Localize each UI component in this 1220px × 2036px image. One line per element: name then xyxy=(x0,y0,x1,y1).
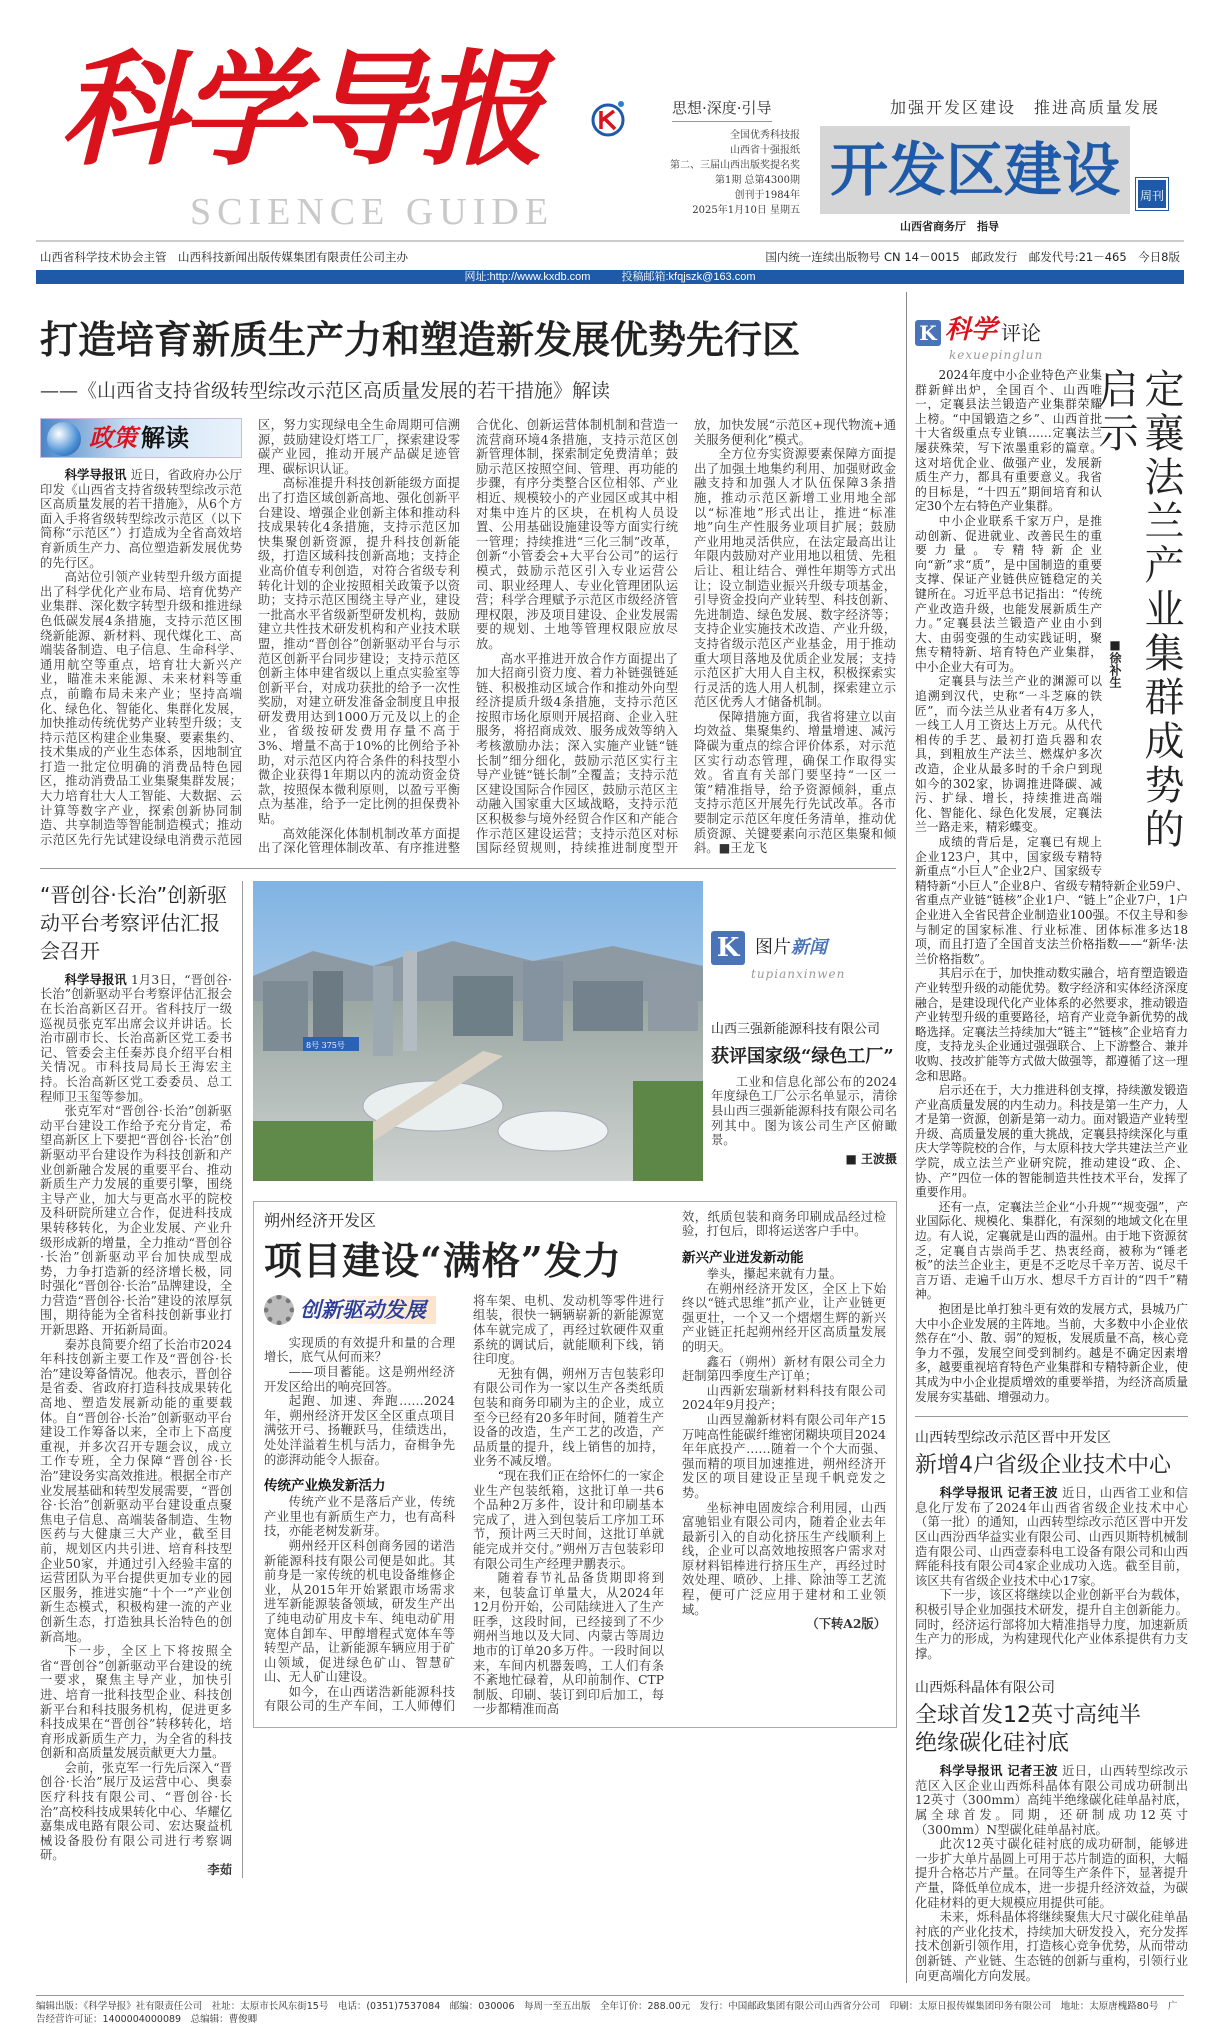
logo-pinyin: tupianxinwen xyxy=(751,966,846,981)
byline: 李茹 xyxy=(207,1862,232,1878)
shuoke-kicker: 山西烁科晶体有限公司 xyxy=(915,1680,1055,1697)
paragraph xyxy=(915,966,1188,1083)
gear-icon xyxy=(264,1295,294,1325)
k-logo-icon: K xyxy=(711,931,745,965)
paragraph xyxy=(473,1571,664,1717)
paragraph-text: 成绩的背后是，定襄已有规上企业123户，其中，国家级专精特新重点“小巨人”企业2户、国家级专精特新“小巨人”企业8户、省级专精特新企业59户、省重点产业链“链核”企业1户、“链上”企业7户，1户企业进入全省民营企业制造业100强。不仅主导和参与制定的国家标准、行业标准、团体标准多达18项，而且打造了全国首支法兰价格指数——“新华·法兰价格指数”。 xyxy=(915,835,1188,966)
paragraph-text: 此次12英寸碳化硅衬底的成功研制，能够进一步扩大单片晶圆上可用于芯片制造的面积，大幅提升合格芯片产量。在同等生产条件下，显著提升产量，降低单位成本，进一步提升经济效益，为碳化硅材料的更大规模应用提供可能。 xyxy=(915,1837,1188,1910)
paragraph-text: 2024年度中小企业特色产业集群新鲜出炉，全国百个、山西唯一，定襄县法兰锻造产业集群荣耀上榜。“中国锻造之乡”、山西首批十大省级重点专业镇……定襄法兰屡获殊荣，写下浓墨重彩的篇章。这对培优企业、做强产业，发展新质生产力，都具有重要意义。我省的目标是，“十四五”期间培育和认定30个左右特色产业集群。 xyxy=(915,368,1102,514)
paragraph-text: 如今，在山西诺浩新能源科技有限公司的生产车间，工人师傅们将车架、电机、发动机等零件进行组装，很快一辆辆崭新的新能源宽体车就完成了，再经过软硬件双重系统的调试后，就能顺利下线，销往印度。 xyxy=(264,1293,664,1714)
paragraph xyxy=(694,710,896,856)
jinchuanggu-article xyxy=(40,881,243,1878)
paragraph xyxy=(40,973,232,1104)
dateline: 科学导报讯 xyxy=(64,971,127,987)
banner-text: 创新驱动发展 xyxy=(298,1296,436,1324)
paragraph-text: 山西昱瀚新材料有限公司年产15万吨高性能碳纤维密闭糊块项目2024年年底投产……随着一个个大而强、强而精的项目加速推进，朔州经济开发区的项目建设正呈现千帆竞发之势。 xyxy=(682,1412,886,1500)
shuoke-body xyxy=(915,1764,1188,1983)
paragraph-text: 近日，山西转型综改示范区入区企业山西烁科晶体有限公司成功研制出12英寸（300mm）高纯半绝缘碳化硅单晶衬底，属全球首发。同期，还研制成功12英寸（300mm）N型碳化硅单晶衬底。 xyxy=(915,1764,1188,1837)
commentary-title-block xyxy=(1092,368,1188,878)
divider xyxy=(40,868,896,869)
contact-bar xyxy=(36,270,1184,284)
paragraph xyxy=(473,1367,664,1469)
paragraph-text: 近日，山西省工业和信息化厅发布了2024年山西省省级企业技术中心（第一批）的通知，山西转型综改示范区晋中开发区山西汾西华益实业有限公司、山西贝斯特机械制造有限公司、山西壹泰科电工设备有限公司和山西辉能科技有限公司4家企业成功入选。截至目前，该区共有省级企业技术中心17家。 xyxy=(915,1486,1188,1588)
paragraph-text: 下一步，全区上下将按照全省“晋创谷”创新驱动平台建设的统一要求，聚焦主导产业，加快引进、培育一批科技型企业、科技创新平台和科技服务机构，促进更多科技成果在“晋创谷”转移转化，培育形成新质生产力，为全省的科技创新和高质量发展贡献更大力量。 xyxy=(40,1644,232,1761)
honor: 山西省十强报纸 xyxy=(730,145,800,156)
photo-news-headline: 获评国家级“绿色工厂” xyxy=(711,1045,894,1067)
jinchuanggu-body xyxy=(40,973,232,1878)
paragraph-text: 启示还在于，大力推进科创支撑，持续激发锻造产业高质量发展的内生动力。科技是第一生产力，人才是第一资源，创新是第一动力。面对锻造产业转型升级、高质量发展的重大挑战，定襄县持续深化与重庆大学等院校的合作，与太原科技大学共建法兰产业学院，成立法兰产业研究院，推动建设“政、企、协、产”四位一体的智能制造共性技术平台，发挥了重要作用。 xyxy=(915,1083,1188,1200)
paragraph-text: 鑫石（朔州）新材有限公司全力赶制第四季度生产订单； xyxy=(682,1354,886,1384)
footer-imprint: 编辑出版：《科学导报》社有限责任公司 社址：太原市长风东街15号 电话：(0351)7537084 邮编：030006 每周一至五出版 全年订价：288.00元 发行：中国邮政集团有限公司山西省分公司 印刷：太原日报传媒集团印务有限公司 地址：太原唐槐路80号 广告经营许可证：1400004000089 总编辑：曹俊卿 xyxy=(36,1995,1184,2026)
paragraph-text: “现在我们正在给怀仁的一家企业生产包装纸箱，这批订单一共6个品种2万多件，设计和印刷基本完成了，进入到包装后工序加工环节，预计两三天时间，这批订单就能完成并交付。”朔州万吉包装彩印有限公司生产经理尹鹏表示。 xyxy=(473,1468,664,1571)
paragraph xyxy=(682,1355,886,1384)
website-link[interactable]: 网址:http://www.kxdb.com xyxy=(464,271,591,283)
email-link[interactable]: 投稿邮箱:kfqjszk@163.com xyxy=(621,271,756,283)
honor: 第二、三届山西出版奖提名奖 xyxy=(670,160,800,171)
photo-sign-text: 8号 375号 xyxy=(306,1040,345,1050)
dateline: 科学导报讯 xyxy=(64,467,127,482)
issue-number: 第1期 总第4300期 xyxy=(715,175,800,186)
paragraph-text: 高站位引领产业转型升级方面提出了科学优化产业布局、培育优势产业集群、深化数字转型升级和推进绿色低碳发展4条措施，支持示范区围绕新能源、新材料、现代煤化工、高端装备制造、电子信息、生命科学、通用航空等重点，培育壮大新兴产业，瞄准未来能源、未来材料等重点，前瞻布局未来产业；坚持高端化、绿色化、智能化、集群化发展，加快推动传统优势产业转型升级；支持示范区构建企业集聚、要素集约、技术集成的产业生态体系，因地制宜打造一批定位明确的消费品特色园区，推动消费品工业集聚集群发展；大力培育壮大人工智能、大数据、云计算等数字产业，探索创新协同制造、共享制造等智能制造模式；推动示范区先行先试建设绿电消费示范园区，努力实现绿电全生命周期可信溯源，鼓励建设灯塔工厂，探索建设零碳产业园，推动开展产品碳足迹管理、碳标识认证。 xyxy=(40,418,460,847)
paragraph-text: 高水平推进开放合作方面提出了加大招商引资力度、着力补链强链延链、积极推动区域合作和推动外向型经济提质升级4条措施，支持示范区按照市场化原则开展招商、企业入驻服务，将招商成效、服务成效等纳入考核激励办法；深入实施产业链“链长制”细分细化，鼓励示范区实行主导产业链“链长制”全覆盖；支持示范区建设国际合作园区，鼓励示范区主动融入国家重大区域战略，支持示范区积极参与境外经贸合作区和产能合作示范区建设运营；支持示范区对标国际经贸规则，持续推进制度型开放，加快发展“示范区+现代物流+通关服务便利化”模式。 xyxy=(476,418,896,856)
paragraph-text: 会前，张克军一行先后深入“晋创谷·长治”展厅及运营中心、奥泰医疗科技有限公司、“晋创谷·长治”高校科技成果转化中心、华耀亿嘉集成电路有限公司、宏达聚益机械设备股份有限公司进行考察调研。 xyxy=(40,1760,232,1863)
commentary-logo xyxy=(915,298,1188,362)
paragraph-text: 在朔州经济开发区，全区上下始终以“链式思维”抓产业，让产业链更强更壮，一个又一个熠熠生辉的新兴产业链正托起朔州经开区高质量发展的明天。 xyxy=(682,1281,886,1354)
lower-main xyxy=(253,881,897,1878)
section-heading: 新兴产业迸发新动能 xyxy=(682,1250,804,1266)
page-body xyxy=(0,292,1220,1983)
masthead-english-title: SCIENCE GUIDE xyxy=(190,191,555,233)
paragraph-text: 保障措施方面，我省将建立以亩均效益、集聚集约、增量增速、减污降碳为重点的综合评价体系，对示范区实行动态管理，确保工作取得实效。省直有关部门要坚持“一区一策”精准指导，给予资源倾斜，重点支持示范区开展先行先试改革。各市要制定示范区年度任务清单，推动优质资源、关键要素向示范区集聚和倾斜。■王龙飞 xyxy=(694,709,896,856)
right-section xyxy=(906,292,1188,1983)
lead-headline: 打造培育新质生产力和塑造新发展优势先行区 xyxy=(40,318,801,362)
paragraph xyxy=(915,1200,1188,1302)
photo-news xyxy=(253,881,897,1181)
innovation-banner xyxy=(264,1294,455,1326)
policy-interpretation-banner xyxy=(40,418,242,458)
paragraph-text: 山西新宏瑞新材料科技有限公司2024年9月投产； xyxy=(682,1383,886,1413)
weekly-badge: 周刊 xyxy=(1136,178,1168,210)
banner-red-text: 政策 xyxy=(89,423,137,452)
paragraph-text: 朔州经开区科创商务园的诺浩新能源科技有限公司便是如此。其前身是一家传统的机电设备维修企业，从2015年开始紧跟市场需求进军新能源装备领域，研发生产出了纯电动矿用皮卡车、纯电动矿用宽体自卸车、甲醇增程式宽体车等转型产品，让新能源车辆应用于矿山领域，促进绿色矿山、智慧矿山、无人矿山建设。 xyxy=(264,1538,455,1685)
paragraph xyxy=(915,1083,1188,1200)
banner-black-text: 解读 xyxy=(141,423,189,452)
left-section xyxy=(40,292,896,1983)
paragraph xyxy=(258,476,460,826)
publication-info: 国内统一连续出版物号 CN 14－0015 邮政发行 邮发代号:21－465 今日8版 xyxy=(765,250,1180,264)
paragraph xyxy=(915,1486,1188,1588)
divider xyxy=(915,1416,1188,1417)
lead-subtitle: ——《山西省支持省级转型综改示范区高质量发展的若干措施》解读 xyxy=(40,380,611,402)
sponsors: 山西省科学技术协会主管 山西科技新闻出版传媒集团有限责任公司主办 xyxy=(40,250,408,264)
paragraph xyxy=(682,1282,886,1355)
paragraph xyxy=(915,1764,1188,1837)
paragraph-text: 传统产业不是落后产业，传统产业里也有新质生产力，也有高科技，亦能老树发新芽。 xyxy=(264,1495,455,1539)
paragraphs xyxy=(40,418,896,856)
paragraph xyxy=(40,1338,232,1644)
lead-article-body xyxy=(40,418,896,856)
jinzhong-kicker: 山西转型综改示范区晋中开发区 xyxy=(915,1430,1111,1447)
jinzhong-headline: 新增4户省级企业技术中心 xyxy=(915,1453,1171,1479)
paragraph xyxy=(40,468,242,570)
column-title: 开发区建设 xyxy=(820,126,1130,214)
jinchuanggu-headline: “晋创谷·长治”创新驱动平台考察评估汇报会召开 xyxy=(40,882,228,963)
paragraph xyxy=(682,1384,886,1413)
paragraph xyxy=(473,1469,664,1571)
paragraph xyxy=(40,1644,232,1761)
paragraph-text: 坐标神电固废综合利用园，山西富驰铝业有限公司内，随着企业去年最新引入的自动化挤压生产线顺利上线，企业可以高效地按照客户需求对原材料铝棒进行挤压生产，再经过时效处理、喷砂、上排、除油等工艺流程，便可广泛应用于建材和工业领域。 xyxy=(682,1500,886,1617)
paragraph-text: 起跑、加速、奔跑……2024年，朔州经济开发区全区重点项目满弦开弓、扬鞭跃马，佳绩迭出，处处洋溢着生机与活力，奋楫争先的澎湃动能令人振奋。 xyxy=(264,1394,455,1467)
founded-year: 创刊于1984年 xyxy=(734,190,800,201)
paragraph-text: 秦苏良简要介绍了长治市2024年科技创新主要工作及“晋创谷·长治”建设筹备情况。他表示，晋创谷是省委、省政府打造科技成果转化高地、塑造发展新动能的重要载体。自“晋创谷·长治”创新驱动平台建设工作筹备以来，全市上下高度重视，并多次召开专题会议，成立工作专班，全力保障“晋创谷·长治”建设务实高效推进。根据全市产业发展基础和转型发展需要，“晋创谷·长治”创新驱动平台建设重点聚焦电子信息、高端装备制造、生物医药与大健康三大产业，截至目前，规划区内共引进、培育科技型企业50家，并通过引入经验丰富的运营团队为平台提供更加专业的园区服务，推进实施“十个一”产业创新生态模式，积极构建一流的产业创新生态，打造独具长治特色的创新高地。 xyxy=(40,1337,232,1644)
paragraph xyxy=(264,1477,455,1495)
guidance-line: 山西省商务厅 指导 xyxy=(900,220,999,233)
masthead xyxy=(0,0,1220,292)
masthead-motto: 思想·深度·引导 xyxy=(672,98,772,122)
logo-black-text: 评论 xyxy=(1001,321,1042,345)
paragraph xyxy=(264,1336,455,1365)
paragraph xyxy=(682,1501,886,1618)
paragraph-text: 近日，省政府办公厅印发《山西省支持省级转型综改示范区高质量发展的若干措施》，从6个方面入手将省级转型综改示范区（以下简称“示范区”）打造成为全省高效培育新质生产力、高位塑造新发展优势的先行区。 xyxy=(40,468,242,570)
factory-photo-image xyxy=(253,881,703,1181)
jinzhong-article xyxy=(915,1429,1188,1661)
shuoke-headline: 全球首发12英寸高纯半绝缘碳化硅衬底 xyxy=(915,1703,1141,1757)
paragraph xyxy=(915,1910,1188,1983)
paragraph xyxy=(694,447,896,710)
paragraph-text: ——项目蓄能。这是朔州经济开发区给出的响亮回答。 xyxy=(264,1365,455,1394)
paragraph xyxy=(40,1863,232,1878)
photo-credit: ■ 王波摄 xyxy=(845,1151,897,1166)
paragraph-text: 中小企业联系千家万户，是推动创新、促进就业、改善民生的重要力量。专精特新企业向“新”求“质”，是中国制造的重要支撑、保证产业链供应链稳定的关键所在。习近平总书记指出：“传统产业改造升级，也能发展新质生产力。”定襄县法兰锻造产业由小到大、由弱变强的生动实践证明，聚焦专精特新、培育特色产业集群，中小企业大有可为。 xyxy=(915,513,1102,674)
section-heading: 传统产业焕发新活力 xyxy=(264,1478,386,1495)
paragraph-text: 实现质的有效提升和量的合理增长，底气从何而来？ xyxy=(264,1335,455,1365)
k-logo-icon: K xyxy=(915,320,941,346)
paragraph xyxy=(915,1302,1188,1404)
paragraph xyxy=(682,1617,886,1632)
paragraph xyxy=(40,1104,232,1338)
paragraph-text: 1月3日，“晋创谷·长治”创新驱动平台考察评估汇报会在长治高新区召开。省科技厅一级巡视员张克军出席会议并讲话。长治市副市长、长治高新区党工委书记、管委会主任秦苏良介绍平台相关情况。市科技局局长王海宏主持。长治高新区党工委委员、总工程师卫玉玺等参加。 xyxy=(40,972,232,1104)
paragraph-text: 未来，烁科晶体将继续聚焦大尺寸碳化硅单晶衬底的产业化技术，持续加大研发投入，充分发挥技术创新引领作用，打造核心竞争优势，从而带动创新链、产业链、生态链的创新与重构，引领行业向更高端化方向发展。 xyxy=(915,1910,1188,1983)
paragraph xyxy=(682,1267,886,1282)
paragraph xyxy=(264,1394,455,1467)
paragraph xyxy=(682,1413,886,1501)
issue-date: 2025年1月10日 星期五 xyxy=(692,205,800,216)
dateline: 科学导报讯 记者王波 xyxy=(939,1485,1058,1501)
shuozhou-body xyxy=(264,1294,664,1717)
paragraph-text: 下一步，该区将继续以企业创新平台为载体，积极引导企业加强技术研发，提升自主创新能力。同时，经济运行部将加大精准指导力度，加速新质生产力的形成，为构建现代化产业体系提供有力支撑。 xyxy=(915,1588,1188,1661)
divider xyxy=(36,240,1184,242)
paragraph-text: 高效能深化体制机制改革方面提出了深化管理体制改革、有序推进整合优化、创新运营体制机制和营造一流营商环境4条措施，支持示范区创新管理体制，探索制定免费清单；鼓励示范区按照空间、管理、再功能的步骤，有序分类整合区位相邻、产业相近、规模较小的产业园区或其中相对集中连片的区块，在机构人员设置、公用基础设施建设等方面实行统一管理；持续推进“三化三制”改革，创新“小管委会+大平台公司”的运行模式，鼓励示范区引入专业运营公司、职业经理人、专业化管理团队运营；科学合理赋予示范区市级经济管理权限，涉及项目建设、企业发展需要的规划、土地等管理权限应放尽放。 xyxy=(258,418,678,856)
paragraph xyxy=(682,1210,886,1239)
jinzhong-body xyxy=(915,1486,1188,1661)
paragraphs xyxy=(264,1294,664,1717)
paragraph-text: 定襄县与法兰产业的渊源可以追溯到汉代，史称“一斗芝麻的铁匠”，而今法兰从业者有4万多人，一线工人月工资达上万元。从代代相传的手艺、最初打造兵器和农具，到粗放生产法兰、燃煤炉多次改造，企业从最多时的千余户到现如今的302家，协调推进降碳、减污、扩绿、增长，持续推进高端化、智能化、绿色化发展，定襄法兰一路走来，精彩蝶变。 xyxy=(915,674,1102,835)
factory-aerial-photo xyxy=(253,881,703,1181)
masthead-honors xyxy=(640,128,800,218)
photo-news-logo xyxy=(711,931,897,965)
paragraph xyxy=(264,1539,455,1685)
shuozhou-kicker: 朔州经济开发区 xyxy=(264,1210,377,1230)
paragraph xyxy=(264,1495,455,1539)
photo-caption-block xyxy=(711,881,897,1181)
photo-news-kicker: 山西三强新能源科技有限公司 xyxy=(711,1021,881,1037)
shuozhou-main xyxy=(264,1210,664,1717)
paragraph-text: 抱团是比单打独斗更有效的发展方式，县城乃广大中小企业发展的主阵地。当前，大多数中小企业依然存在“小、散、弱”的短板，发展质量不高，核心竞争力不强，发展空间受到制约。越是不确定因素增多，越要重视培育特色产业集群和专精特新企业，使其成为中小企业提质增效的重要举措，为经济高质量发展夯实基础、增强动力。 xyxy=(915,1302,1188,1404)
logo-black-text: 图片 xyxy=(755,936,791,958)
paragraph-text: 效，纸质包装和商务印刷成品经过检验，打包后，即将运送客户手中。 xyxy=(682,1209,886,1239)
lower-section xyxy=(40,881,896,1878)
paragraph-text: 随着春节礼品备货期即将到来，包装盒订单量大，从2024年12月份开始，公司陆续进入了生产旺季，这段时间，已经接到了不少朔州当地以及大同、内蒙古等周边地市的订单20多万件。一段时间以来，车间内机器轰鸣，工人们有条不紊地忙碌着，从印前制作、CTP制版、印刷、装订到印后加工，每一步都精准而高 xyxy=(473,1571,664,1717)
paragraph xyxy=(915,1837,1188,1910)
paragraph-text: 还有一点，定襄法兰企业“小升规”“规变强”，产业国际化、规模化、集群化，有深刻的地域文化在里边。有人说，定襄就是山西的温州。由于地下资源贫乏，定襄自古崇尚手艺、热衷经商，被称为“锤老板”的法兰企业主，更是不乏吃尽千辛万苦、说尽千言万语、走遍千山万水、想尽千方百计的“四千”精神。 xyxy=(915,1199,1188,1302)
dateline: 科学导报讯 记者王波 xyxy=(939,1763,1058,1779)
honor: 全国优秀科技报 xyxy=(730,130,800,141)
paragraph-text: 高标准提升科技创新能级方面提出了打造区域创新高地、强化创新平台建设、增强企业创新主体和推动科技成果转化4条措施，支持示范区加快集聚创新资源，提升科技创新能级，打造区域科技创新高地；支持企业高价值专利创造，对符合省级专利转化计划的企业按照相关政策予以资助；支持示范区围绕主导产业，建设一批高水平省级新型研发机构，鼓励建立共性技术研发机构和产业技术联盟，推动“晋创谷”创新驱动平台与示范区创新平台同步建设；支持示范区创新主体申建省级以上重点实验室等创新平台，对成功获批的给予一次性奖励，对建立研发准备金制度且申报研发费用达到1000万元及以上的企业，省级按研发费用存量不高于3%、增量不高于10%的比例给予补助，对示范区内符合条件的科技型小微企业获得1年期以内的流动资金贷款，按照保本微利原则，以盈亏平衡点为基准，给予一定比例的担保费补贴。 xyxy=(258,476,460,827)
paragraph-text: 无独有偶，朔州万吉包装彩印有限公司作为一家以生产各类纸质包装和商务印刷为主的企业，成立至今已经有20多年时间，随着生产设备的改造，生产工艺的改造，产品质量的提升，线上销售的加持，业务不减反增。 xyxy=(473,1366,664,1469)
paragraph xyxy=(40,1761,232,1863)
k-logo-icon xyxy=(588,98,628,138)
shuozhou-body-col3 xyxy=(682,1210,886,1717)
masthead-logo: 科学导报 xyxy=(60,38,541,183)
commentary-title: 定襄法兰产业集群成势的启示 xyxy=(1092,368,1184,852)
paragraph-text: 拳头，攥起来就有力量。 xyxy=(706,1267,842,1281)
paragraph-text: 张克军对“晋创谷·长治”创新驱动平台建设工作给予充分肯定，希望高新区上下要把“晋创谷·长治”创新驱动平台建设作为科技创新和产业创新融合发展的重要平台、推动新质生产力发展的重要引擎，围绕主导产业，加大与更高水平的院校及科研院所建立合作，促进科技成果转移转化，为企业发展、产业升级形成新的增量，全力推动“晋创谷·长治”创新驱动平台加快成型成势，力争打造新的经济增长极，同时强化“晋创谷·长治”品牌建设，全力营造“晋创谷·长治”建设的浓厚氛围，期待能为全省科技创新事业打开新思路、开拓新局面。 xyxy=(40,1104,232,1338)
logo-red-text: 科学 xyxy=(945,315,998,345)
globe-icon xyxy=(47,422,81,456)
logo-blue-text: 新闻 xyxy=(791,936,827,958)
author-name: 徐补生 xyxy=(1108,652,1122,688)
shuozhou-article xyxy=(253,1201,897,1728)
paragraph xyxy=(682,1249,886,1267)
slogan: 加强开发区建设 推进高质量发展 xyxy=(890,98,1161,117)
paragraph xyxy=(264,1365,455,1394)
photo-caption: 工业和信息化部公布的2024年度绿色工厂公示名单显示，清徐县山西三强新能源科技有限公司名列其中。图为该公司生产区俯瞰景。 xyxy=(711,1074,897,1148)
paragraph-text: 其启示在于，加快推动数实融合，培育塑造锻造产业转型升级的动能优势。数字经济和实体经济深度融合，是建设现代化产业体系的必然要求，推动锻造产业转型升级的重要路径，培育产业竞争新优势的战略选择。定襄法兰持续加大“链主”“链核”企业培育力度，支持龙头企业通过强强联合、上下游整合、兼并收购、技改扩能等方式做大做强等，都遵循了这一理念和思路。 xyxy=(915,966,1188,1083)
commentary-column xyxy=(915,368,1188,1404)
shuozhou-headline: 项目建设“满格”发力 xyxy=(264,1237,622,1283)
byline: （下转A2版） xyxy=(806,1616,886,1632)
paragraph-text: 全方位夯实资源要素保障方面提出了加强土地集约利用、加强财政金融支持和加强人才队伍保障3条措施，推动示范区新增工业用地全部以“标准地”形式出让，推进“标准地”向生产性服务业项目扩展；鼓励产业用地灵活供应，在法定最高出让年限内鼓励对产业用地以租赁、先租后让、租让结合、弹性年期等方式出让；设立制造业振兴升级专项基金，引导资金投向产业转型、科技创新、先进制造、绿色发展、数字经济等；支持企业实施技术改造、产业升级，支持省级示范区产业基金，用于推动重大项目落地及优质企业发展；支持示范区扩大用人自主权，积极探索实行灵活的选人用人机制，探索建立示范区优秀人才储备机制。 xyxy=(694,447,896,710)
paragraph xyxy=(915,1588,1188,1661)
logo-pinyin: kexuepinglun xyxy=(949,348,1044,362)
commentary-author: ■徐补生 xyxy=(1108,638,1122,688)
